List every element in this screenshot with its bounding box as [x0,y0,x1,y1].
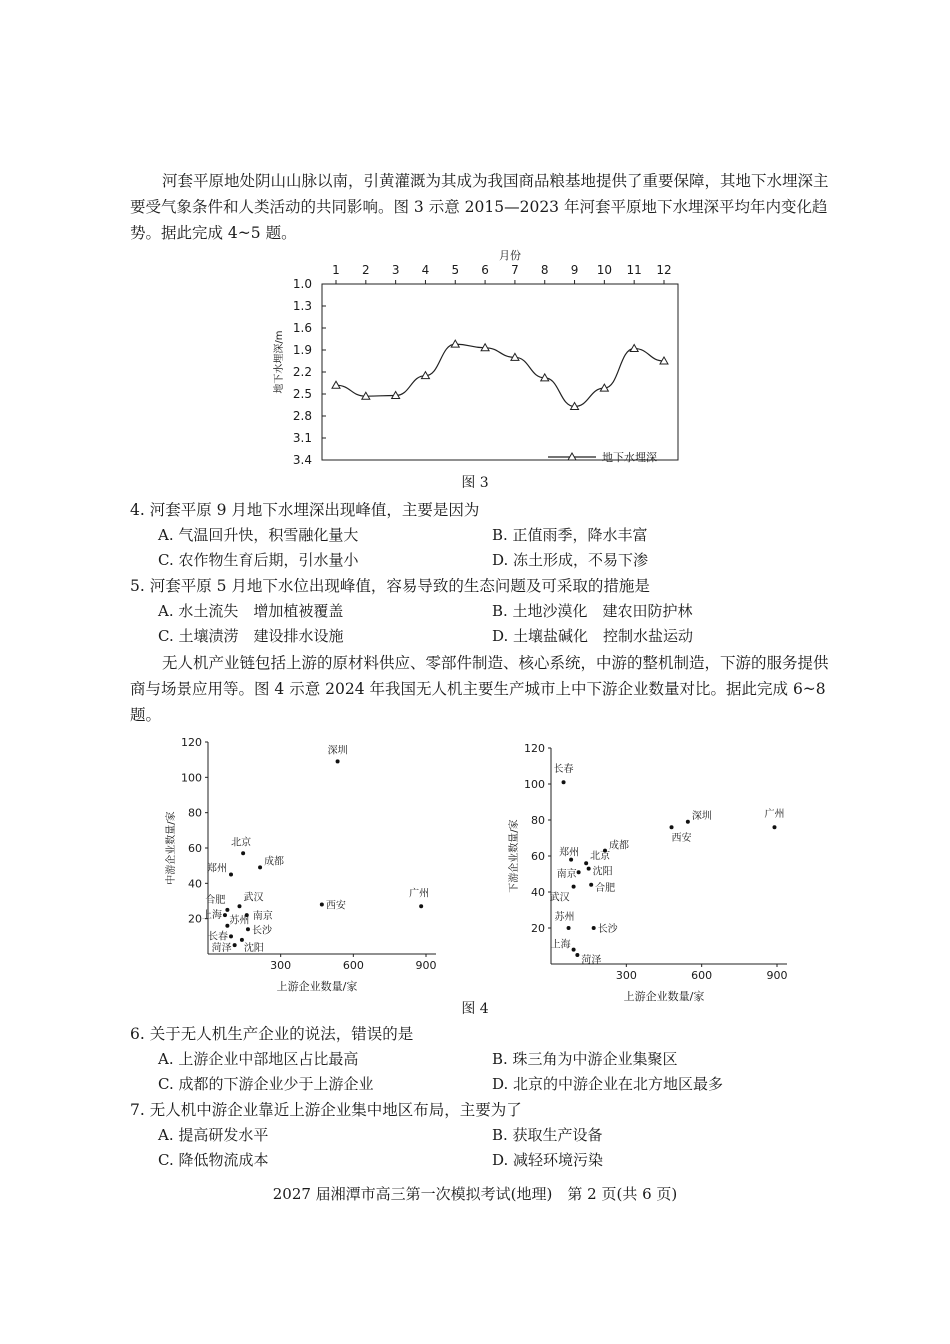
point-label: 沈阳 [243,942,264,954]
question-7-stem: 7. 无人机中游企业靠近上游企业集中地区布局，主要为了 [130,1101,522,1119]
point-label: 长沙 [251,925,272,937]
y-tick-label: 1.3 [292,299,312,313]
data-point-triangle [630,345,638,352]
data-point-长春 [229,934,233,938]
point-label: 广州 [409,888,430,900]
data-point-合肥 [225,908,229,912]
data-point-上海 [572,948,576,952]
data-point-沈阳 [240,938,244,942]
question-4-option-d[interactable]: D. 冻土形成，不易下渗 [492,551,649,569]
passage-intro-drone [130,650,830,728]
y-axis-title: 下游企业数量/家 [509,819,520,893]
y-tick-label: 100 [524,778,545,791]
x-tick-label: 1 [332,263,340,277]
page-footer: 2027 届湘潭市高三第一次模拟考试(地理) 第 2 页(共 6 页) [272,1185,678,1203]
point-label: 南京 [252,911,273,923]
passage-text: 河套平原地处阴山山脉以南，引黄灌溉为其成为我国商品粮基地提供了重要保障，其地下水埋深主要受气象条件和人类活动的共同影响。图 3 示意 2015—2023 年河套平原地下水埋深平均年内变化趋势。据此完成 4~5 题。 [130,172,829,242]
question-5-option-a[interactable]: A. 水土流失 增加植被覆盖 [158,602,344,620]
point-label: 北京 [231,837,252,849]
question-7-option-b[interactable]: B. 获取生产设备 [492,1126,603,1144]
question-5-stem: 5. 河套平原 5 月地下水位出现峰值，容易导致的生态问题及可采取的措施是 [130,577,650,595]
y-tick-label: 80 [531,814,545,827]
data-point-长春 [562,780,566,784]
x-axis-title: 月份 [499,249,521,262]
data-point-北京 [584,861,588,865]
data-point-苏州 [567,926,571,930]
data-point-长沙 [592,926,596,930]
question-4-option-b[interactable]: B. 正值雨季，降水丰富 [492,526,648,544]
x-tick-label: 4 [421,263,430,277]
series-line-groundwater-depth [336,344,664,406]
y-tick-label: 120 [181,736,202,749]
x-tick-label: 6 [481,263,489,277]
point-label: 上海 [201,910,222,922]
data-point-菏泽 [575,953,579,957]
x-tick-label: 7 [511,263,519,277]
legend-label: 地下水埋深 [602,451,657,464]
y-tick-label: 20 [188,912,202,926]
y-tick-label: 1.9 [292,343,312,357]
point-label: 广州 [764,809,785,821]
y-tick-label: 1.0 [292,277,312,291]
data-point-成都 [258,865,262,869]
point-label: 长沙 [597,924,618,935]
y-axis-title: 中游企业数量/家 [166,811,177,885]
point-label: 成都 [608,840,629,852]
data-point-合肥 [589,883,593,887]
point-label: 郑州 [207,863,228,875]
point-label: 深圳 [691,810,712,822]
point-label: 长春 [553,764,574,776]
y-tick-label: 60 [188,842,202,855]
data-point-triangle [332,381,340,388]
point-label: 菏泽 [581,955,602,966]
question-6-option-b[interactable]: B. 珠三角为中游企业集聚区 [492,1050,678,1068]
x-axis-title: 上游企业数量/家 [623,990,705,1003]
x-tick-label: 600 [691,969,713,982]
question-4-option-a[interactable]: A. 气温回升快，积雪融化量大 [158,526,359,544]
question-4-stem: 4. 河套平原 9 月地下水埋深出现峰值，主要是因为 [130,501,480,519]
data-point-上海 [223,913,227,917]
data-point-北京 [241,851,245,855]
plot-frame [322,284,678,460]
figure-4-caption: 图 4 [461,1001,489,1017]
x-tick-label: 300 [270,959,292,972]
point-label: 武汉 [243,892,264,904]
data-point-长沙 [246,927,250,931]
point-label: 西安 [671,833,692,845]
x-tick-label: 12 [656,263,672,277]
point-label: 合肥 [205,894,226,906]
y-tick-label: 80 [188,806,202,820]
y-tick-label: 1.6 [292,321,312,335]
figure-4-scatter-midstream [160,732,460,994]
point-label: 武汉 [549,892,570,904]
data-point-西安 [670,825,674,829]
point-label: 郑州 [559,847,580,859]
data-point-武汉 [237,904,241,908]
question-6-option-a[interactable]: A. 上游企业中部地区占比最高 [158,1050,359,1068]
point-label: 苏州 [554,912,575,923]
x-tick-label: 900 [766,969,788,982]
question-7-option-a[interactable]: A. 提高研发水平 [158,1126,269,1144]
x-tick-label: 9 [570,263,579,277]
y-tick-label: 3.4 [292,453,312,467]
data-point-广州 [772,825,776,829]
point-label: 上海 [550,939,571,951]
question-4-option-c[interactable]: C. 农作物生育后期，引水量小 [158,551,359,569]
passage-intro-hetao [130,168,830,246]
data-point-武汉 [572,885,576,889]
x-tick-label: 3 [391,263,400,277]
x-tick-label: 5 [451,263,460,277]
data-point-沈阳 [587,867,591,871]
question-7-option-d[interactable]: D. 减轻环境污染 [492,1151,604,1169]
figure-4-scatter-downstream [505,740,805,1003]
x-tick-label: 600 [342,959,364,972]
point-label: 深圳 [327,745,348,757]
point-label: 沈阳 [592,866,613,878]
y-tick-label: 60 [531,850,545,863]
point-label: 南京 [556,869,577,881]
point-label: 合肥 [595,882,616,894]
y-tick-label: 2.8 [292,409,312,423]
passage-text: 无人机产业链包括上游的原材料供应、零部件制造、核心系统，中游的整机制造，下游的服务提供商与场景应用等。图 4 示意 2024 年我国无人机主要生产城市上中下游企业数量对比。据此完成 6~8 题。 [130,654,829,724]
x-tick-label: 8 [540,263,549,277]
point-label: 长春 [208,931,229,943]
y-tick-label: 2.5 [292,387,312,401]
y-tick-label: 20 [531,922,545,935]
data-point-深圳 [336,759,340,763]
y-tick-label: 2.2 [292,365,312,379]
question-6-stem: 6. 关于无人机生产企业的说法，错误的是 [130,1025,414,1043]
question-7-option-c[interactable]: C. 降低物流成本 [158,1151,269,1169]
question-6-option-c[interactable]: C. 成都的下游企业少于上游企业 [158,1075,374,1093]
y-tick-label: 120 [524,742,545,755]
point-label: 菏泽 [211,943,232,955]
y-tick-label: 100 [181,771,202,785]
data-point-郑州 [229,873,233,877]
data-point-南京 [577,870,581,874]
x-tick-label: 10 [596,263,613,277]
point-label: 北京 [590,851,611,863]
y-tick-label: 40 [188,877,202,891]
question-6-option-d[interactable]: D. 北京的中游企业在北方地区最多 [492,1075,724,1093]
y-tick-label: 40 [531,886,545,899]
figure-3-line-chart [260,248,700,473]
point-label: 苏州 [229,915,250,927]
point-label: 西安 [325,900,346,912]
point-label: 成都 [264,856,285,868]
x-tick-label: 2 [361,263,370,277]
data-point-广州 [419,904,423,908]
data-point-深圳 [686,820,690,824]
x-tick-label: 900 [415,959,437,972]
y-axis-title: 地下水埋深/m [274,330,285,394]
data-point-菏泽 [233,943,237,947]
data-point-西安 [320,903,324,907]
figure-3-caption: 图 3 [461,475,489,491]
x-axis-title: 上游企业数量/家 [276,980,358,993]
question-5-option-d[interactable]: D. 土壤盐碱化 控制水盐运动 [492,627,694,645]
question-5-option-c[interactable]: C. 土壤渍涝 建设排水设施 [158,627,344,645]
question-5-option-b[interactable]: B. 土地沙漠化 建农田防护林 [492,602,693,620]
y-tick-label: 3.1 [292,431,312,445]
x-tick-label: 11 [626,263,642,277]
x-tick-label: 300 [615,969,637,982]
